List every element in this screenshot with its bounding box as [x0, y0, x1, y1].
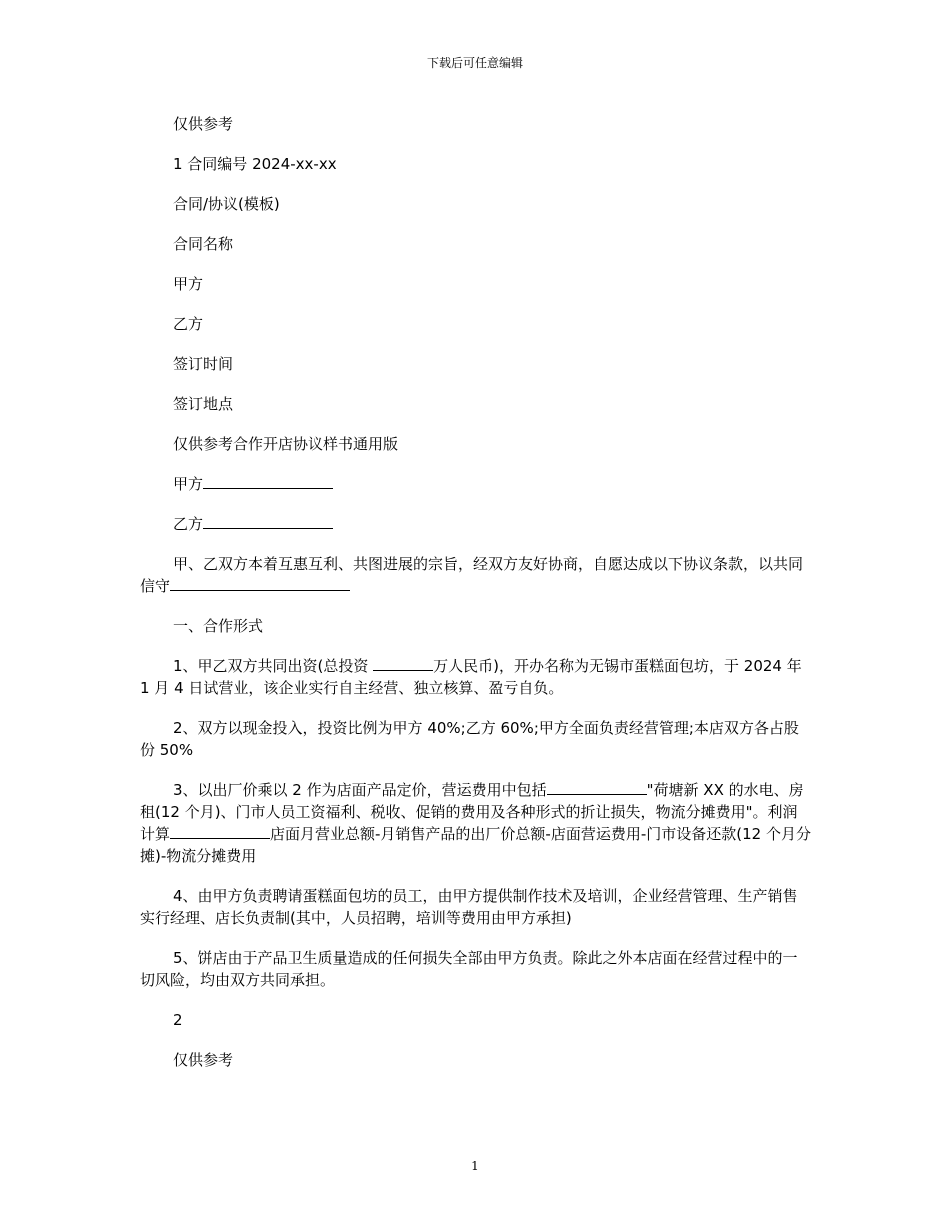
clause-3	[140, 779, 812, 867]
section-heading-cooperation: 一、合作形式	[173, 617, 264, 635]
reference-note-bottom: 仅供参考	[173, 1051, 234, 1069]
inner-page-mark: 2	[173, 1011, 183, 1029]
clause-5: 5、饼店由于产品卫生质量造成的任何损失全部由甲方负责。除此之外本店面在经营过程中的一切风险，均由双方共同承担。	[140, 949, 798, 989]
contract-name-label: 合同名称	[173, 235, 234, 253]
party-a-line-label: 甲方	[173, 475, 204, 493]
party-a-blank	[203, 473, 333, 489]
reference-note-top: 仅供参考	[173, 115, 234, 133]
intro-blank	[170, 575, 350, 591]
party-b-blank	[203, 513, 333, 529]
page-number: 1	[471, 1159, 479, 1173]
intro-paragraph	[140, 553, 812, 597]
party-a-label: 甲方	[173, 275, 204, 293]
sign-time-label: 签订时间	[173, 355, 234, 373]
clause-1	[140, 655, 812, 699]
investment-blank	[373, 655, 433, 671]
profit-calc-blank	[170, 823, 270, 839]
intro-text: 甲、乙双方本着互惠互利、共图进展的宗旨，经双方友好协商，自愿达成以下协议条款，以共同信守	[140, 555, 804, 595]
party-b-line	[140, 513, 812, 535]
operating-cost-blank	[547, 779, 647, 795]
clause-3-text-a: 3、以出厂价乘以 2 作为店面产品定价，营运费用中包括	[173, 781, 547, 799]
clause-1-text-b: 万人民币)，开办名称为无锡市蛋糕面包坊，于 2024 年 1 月 4 日试营业，该企业实行自主经营、独立核算、盈亏自负。	[140, 657, 802, 697]
party-b-line-label: 乙方	[173, 515, 204, 533]
contract-number: 1 合同编号 2024-xx-xx	[173, 155, 337, 173]
clause-4: 4、由甲方负责聘请蛋糕面包坊的员工，由甲方提供制作技术及培训，企业经营管理、生产销售实行经理、店长负责制(其中，人员招聘，培训等费用由甲方承担)	[140, 887, 798, 927]
party-b-label: 乙方	[173, 315, 204, 333]
clause-1-text-a: 1、甲乙双方共同出资(总投资	[173, 657, 374, 675]
document-type: 合同/协议(模板)	[173, 195, 280, 213]
document-body	[140, 113, 812, 1089]
clause-3-text-c: 店面月营业总额-月销售产品的出厂价总额-店面营运费用-门市设备还款(12 个月分摊)-物流分摊费用	[140, 825, 811, 865]
clause-3-text-b: "荷塘新 XX 的水电、房租(12 个月)、门市人员工资福利、税收、促销的费用及各种形式的折让损失，物流分摊费用"。利润计算	[140, 781, 804, 843]
clause-2: 2、双方以现金投入，投资比例为甲方 40%;乙方 60%;甲方全面负责经营管理;本店双方各占股份 50%	[140, 719, 799, 759]
agreement-title: 仅供参考合作开店协议样书通用版	[173, 435, 399, 453]
page-header: 下载后可任意编辑	[426, 56, 523, 70]
sign-place-label: 签订地点	[173, 395, 234, 413]
party-a-line	[140, 473, 812, 495]
